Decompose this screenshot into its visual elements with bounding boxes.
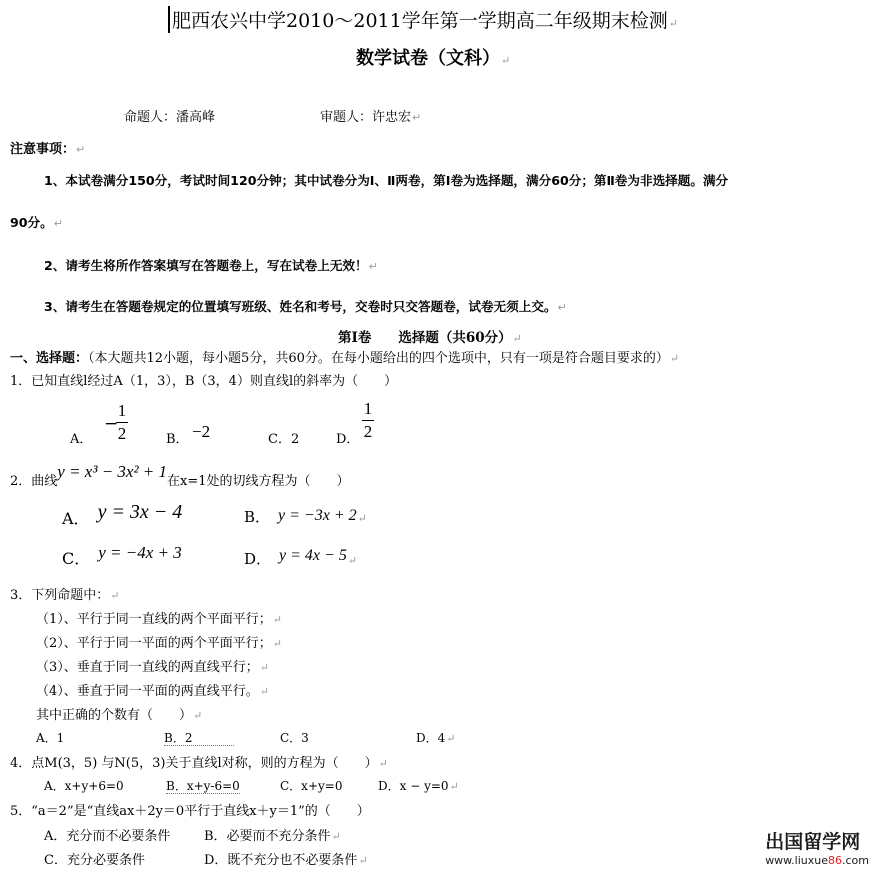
notice-item-1-cont: 90分。↵	[10, 215, 63, 230]
q1-option-a-label: A．	[70, 432, 93, 447]
q2-stem: 2．曲线y = x³ − 3x² + 1在x=1处的切线方程为（ ）	[10, 462, 350, 489]
section-part-desc: （本大题共12小题，每小题5分，共60分。在每小题给出的四个选项中，只有一项是符合题目要求的）	[88, 351, 669, 366]
notice-item-2: 2、请考生将所作答案填写在答题卷上，写在试卷上无效！↵	[44, 258, 378, 273]
q4-option-b: B．x+y-6=0	[166, 779, 240, 793]
watermark-name: 出国留学网	[765, 831, 861, 853]
q5-option-b: B．必要而不充分条件↵	[204, 829, 341, 844]
q3-statement-1: （1）、平行于同一直线的两个平面平行；↵	[36, 612, 282, 627]
exam-title: 肥西农兴中学2010～2011学年第一学期高二年级期末检测↵	[168, 6, 678, 33]
q5-stem: 5．“a＝2”是“直线ax＋2y＝0平行于直线x＋y＝1”的（ ）	[10, 804, 370, 819]
q1-option-d-label: D．	[336, 432, 360, 447]
q3-option-d: D．4↵	[416, 731, 456, 745]
q4-option-c: C．x+y=0	[280, 779, 343, 793]
q3-statement-3: （3）、垂直于同一直线的两直线平行；↵	[36, 660, 269, 675]
q5-option-c: C．充分必要条件	[44, 853, 145, 868]
q1-option-b-value: −2	[192, 422, 211, 441]
q3-option-b: B．2	[164, 729, 234, 746]
q2-option-b: B． y = −3x + 2↵	[244, 507, 367, 526]
q3-statement-2: （2）、平行于同一平面的两个平面平行；↵	[36, 636, 282, 651]
q1-option-d-fraction: 1 2	[363, 399, 373, 441]
watermark-url: www.liuxue86.com	[765, 854, 869, 867]
q3-ask: 其中正确的个数有（ ）↵	[36, 708, 203, 723]
q5-option-d: D．既不充分也不必要条件↵	[204, 853, 368, 868]
q2-option-c: C． y = −4x + 3	[62, 543, 182, 568]
q5-option-a: A．充分而不必要条件	[44, 829, 171, 844]
notice-heading: 注意事项：↵	[10, 142, 86, 157]
section-instructions: 一、选择题：（本大题共12小题，每小题5分，共60分。在每小题给出的四个选项中，只有一项是符合题目要求的）↵	[10, 351, 680, 366]
q2-curve-equation: y = x³ − 3x² + 1	[57, 462, 168, 481]
q1-stem: 1．已知直线l经过A（1，3），B（3，4）则直线l的斜率为（ ）	[10, 374, 398, 389]
exam-subtitle: 数学试卷（文科）↵	[356, 48, 511, 69]
q2-option-d: D． y = 4x − 5↵	[244, 547, 358, 568]
section-part-label: 一、选择题：	[10, 351, 89, 366]
q1-option-a-fraction: 1 2	[117, 401, 127, 443]
site-watermark	[765, 827, 869, 867]
q2-option-a: A． y = 3x − 4	[62, 501, 183, 528]
notice-item-1: 1、本试卷满分150分，考试时间120分钟；其中试卷分为Ⅰ、Ⅱ两卷，第Ⅰ卷为选择题，满分60分；第Ⅱ卷为非选择题。满分	[44, 173, 729, 188]
q3-stem: 3．下列命题中：↵	[10, 588, 120, 603]
q1-option-a-sign: −	[104, 414, 119, 434]
q4-stem: 4．点M(3，5) 与N(5，3)关于直线l对称，则的方程为（ ）↵	[10, 756, 388, 771]
q4-option-a: A．x+y+6=0	[44, 779, 124, 793]
q3-option-c: C．3	[280, 731, 309, 745]
q1-option-c: C．2	[268, 432, 300, 447]
q1-option-b-label: B．	[166, 432, 189, 447]
section-title: 第Ⅰ卷 选择题（共60分）↵	[338, 330, 522, 346]
q3-option-a: A．1	[36, 731, 65, 745]
q4-option-d: D．x − y=0↵	[378, 779, 459, 793]
notice-item-3: 3、请考生在答题卷规定的位置填写班级、姓名和考号，交卷时只交答题卷，试卷无须上交。↵	[44, 299, 567, 314]
question-reviewer: 审题人：许忠宏↵	[320, 110, 422, 125]
question-setter: 命题人：潘高峰	[124, 110, 216, 125]
q3-statement-4: （4）、垂直于同一平面的两直线平行。↵	[36, 684, 269, 699]
